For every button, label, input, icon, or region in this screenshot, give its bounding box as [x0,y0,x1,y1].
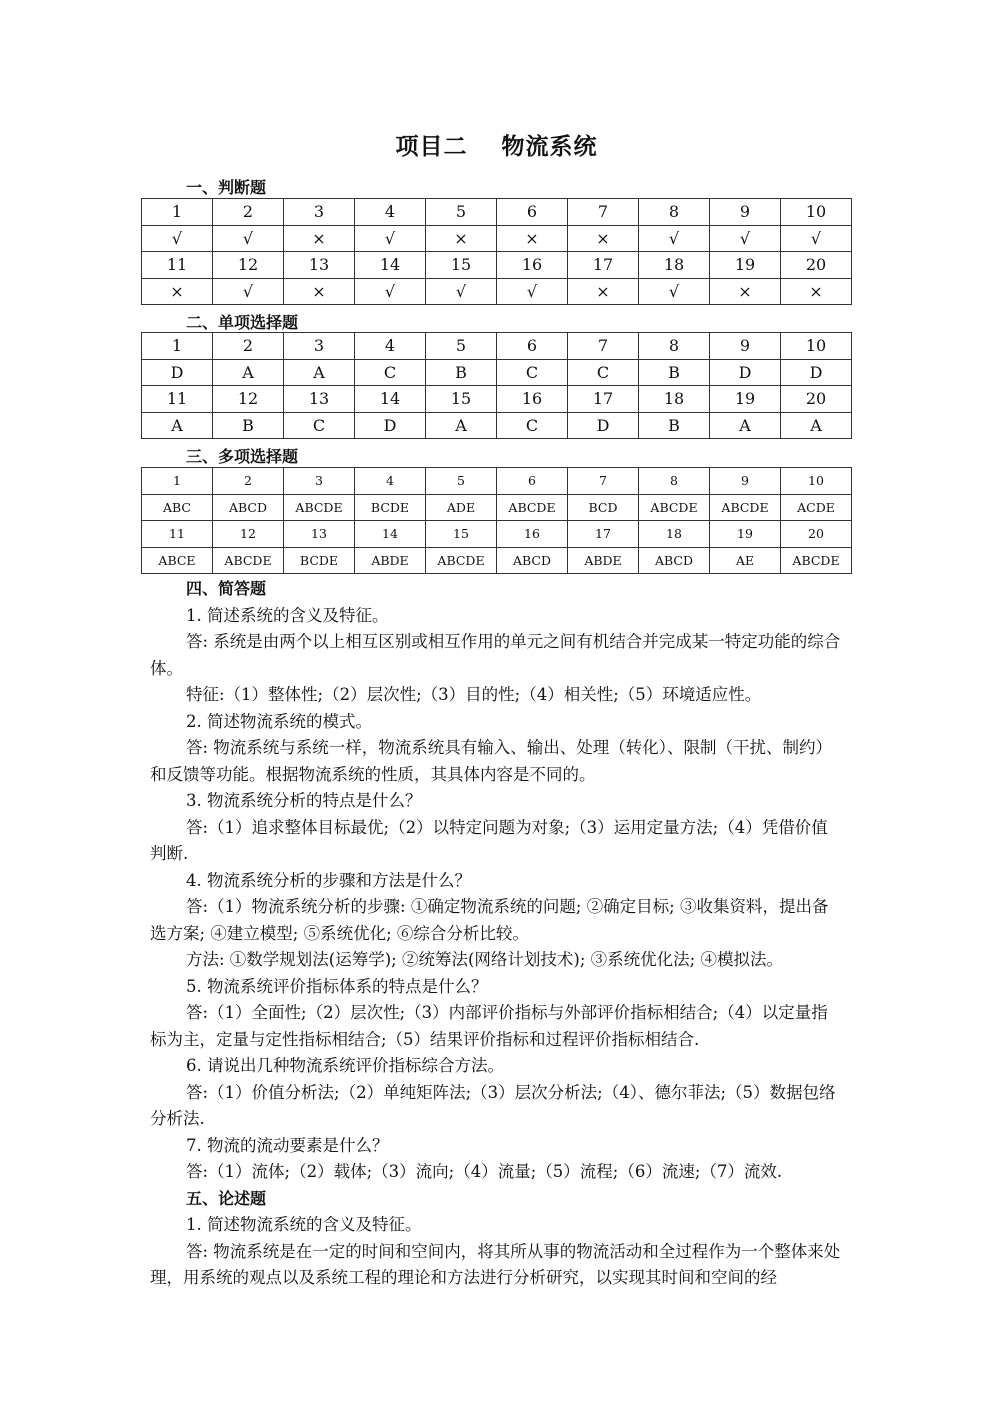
question-number-cell: 12 [213,386,284,413]
question-number-cell: 5 [426,199,497,226]
answer-cell: D [568,412,639,439]
answer-cell: × [497,225,568,252]
true-false-answer-table [141,198,852,305]
answer-cell: B [426,359,497,386]
answer-cell: √ [639,278,710,305]
section-heading-multiple-choice: 三、多项选择题 [186,447,299,466]
question-number-cell: 18 [639,386,710,413]
question-number-cell: 2 [213,333,284,360]
question-number-cell: 15 [426,386,497,413]
question-number-cell: 8 [639,468,710,495]
question-number-cell: 9 [710,333,781,360]
question-number-cell: 17 [568,252,639,279]
answer-cell: × [142,278,213,305]
answer-cell: BCD [568,494,639,521]
question-number-cell: 1 [142,333,213,360]
question-number-cell: 6 [497,468,568,495]
answer-cell: √ [710,225,781,252]
table-row [142,521,852,548]
table-row [142,225,852,252]
question-number-cell: 11 [142,252,213,279]
answer-cell: D [355,412,426,439]
answer-body [150,576,844,1292]
answer-3: 答:（1）追求整体目标最优;（2）以特定问题为对象;（3）运用定量方法;（4）凭借价值判断. [150,817,828,863]
question-number-cell: 19 [710,521,781,548]
question-number-cell: 4 [355,468,426,495]
answer-cell: ABCDE [710,494,781,521]
question-number-cell: 8 [639,333,710,360]
table-row [142,252,852,279]
question-number-cell: 20 [781,386,852,413]
answer-cell: A [710,412,781,439]
question-number-cell: 2 [213,199,284,226]
table-row [142,359,852,386]
question-number-cell: 18 [639,252,710,279]
title-topic: 物流系统 [501,134,598,160]
question-number-cell: 5 [426,333,497,360]
answer-cell: ABDE [568,547,639,574]
question-number-cell: 8 [639,199,710,226]
section-heading-true-false: 一、判断题 [186,178,267,197]
question-number-cell: 7 [568,199,639,226]
answer-1-features: 特征:（1）整体性;（2）层次性;（3）目的性;（4）相关性;（5）环境适应性。 [186,685,762,704]
question-number-cell: 16 [497,252,568,279]
question-number-cell: 11 [142,521,213,548]
answer-1: 答: 系统是由两个以上相互区别或相互作用的单元之间有机结合并完成某一特定功能的综合体。 [150,632,841,678]
answer-cell: × [284,225,355,252]
answer-cell: ABCE [142,547,213,574]
question-number-cell: 10 [781,468,852,495]
question-7: 7. 物流的流动要素是什么？ [186,1135,389,1155]
question-number-cell: 4 [355,333,426,360]
answer-cell: A [781,412,852,439]
question-number-cell: 15 [426,252,497,279]
question-number-cell: 12 [213,521,284,548]
table-row [142,468,852,495]
question-3: 3. 物流系统分析的特点是什么？ [186,791,422,810]
answer-cell: √ [355,225,426,252]
answer-cell: ABCDE [284,494,355,521]
answer-cell: A [142,412,213,439]
answer-cell: C [568,359,639,386]
question-number-cell: 10 [781,199,852,226]
answer-cell: ABCD [639,547,710,574]
answer-cell: √ [213,278,284,305]
answer-cell: ABCD [213,494,284,521]
answer-cell: ACDE [781,494,852,521]
answer-2: 答: 物流系统与系统一样，物流系统具有输入、输出、处理（转化）、限制（干扰、制约）和反馈等功能。根据物流系统的性质，其具体内容是不同的。 [150,738,833,784]
question-number-cell: 4 [355,199,426,226]
answer-cell: A [213,359,284,386]
multiple-choice-answer-table [141,467,852,574]
question-number-cell: 17 [568,386,639,413]
section-heading-short-answer: 四、简答题 [186,579,267,598]
answer-cell: B [213,412,284,439]
question-number-cell: 6 [497,199,568,226]
question-number-cell: 7 [568,468,639,495]
question-number-cell: 10 [781,333,852,360]
question-number-cell: 19 [710,252,781,279]
answer-cell: ABCDE [781,547,852,574]
question-number-cell: 2 [213,468,284,495]
question-number-cell: 3 [284,468,355,495]
answer-cell: D [142,359,213,386]
question-number-cell: 11 [142,386,213,413]
question-number-cell: 12 [213,252,284,279]
question-number-cell: 15 [426,521,497,548]
question-number-cell: 20 [781,252,852,279]
question-number-cell: 1 [142,199,213,226]
table-row [142,494,852,521]
essay-question-1: 1. 简述物流系统的含义及特征。 [186,1215,422,1234]
question-number-cell: 14 [355,386,426,413]
answer-cell: ABCDE [639,494,710,521]
question-number-cell: 19 [710,386,781,413]
answer-cell: BCDE [284,547,355,574]
question-number-cell: 14 [355,252,426,279]
question-2: 2. 简述物流系统的模式。 [186,711,372,731]
answer-cell: ABDE [355,547,426,574]
answer-4-methods: 方法: ①数学规划法(运筹学); ②统筹法(网络计划技术); ③系统优化法; ④模拟法。 [186,950,783,969]
answer-cell: A [284,359,355,386]
question-number-cell: 9 [710,199,781,226]
answer-cell: C [355,359,426,386]
answer-cell: × [284,278,355,305]
answer-cell: √ [497,278,568,305]
answer-cell: √ [142,225,213,252]
question-number-cell: 9 [710,468,781,495]
answer-cell: A [426,412,497,439]
question-number-cell: 14 [355,521,426,548]
single-choice-answer-table [141,332,852,439]
question-6: 6. 请说出几种物流系统评价指标综合方法。 [186,1056,504,1075]
table-row [142,386,852,413]
answer-cell: ADE [426,494,497,521]
question-number-cell: 1 [142,468,213,495]
question-1: 1. 简述系统的含义及特征。 [186,605,389,625]
answer-7: 答:（1）流体;（2）载体;（3）流向;（4）流量;（5）流程;（6）流速;（7）流效. [186,1162,783,1181]
answer-cell: √ [355,278,426,305]
answer-cell: × [426,225,497,252]
answer-cell: √ [213,225,284,252]
section-heading-single-choice: 二、单项选择题 [186,313,299,332]
question-number-cell: 13 [284,521,355,548]
answer-cell: ABCDE [426,547,497,574]
question-number-cell: 20 [781,521,852,548]
question-number-cell: 6 [497,333,568,360]
answer-cell: √ [639,225,710,252]
answer-cell: ABC [142,494,213,521]
question-number-cell: 17 [568,521,639,548]
answer-cell: × [710,278,781,305]
answer-cell: D [710,359,781,386]
table-row [142,333,852,360]
table-row [142,412,852,439]
question-number-cell: 5 [426,468,497,495]
answer-4-steps: 答:（1）物流系统分析的步骤: ①确定物流系统的问题; ②确定目标; ③收集资料，提出备选方案; ④建立模型; ⑤系统优化; ⑥综合分析比较。 [150,897,829,943]
question-number-cell: 7 [568,333,639,360]
question-number-cell: 3 [284,199,355,226]
answer-cell: C [497,359,568,386]
answer-cell: AE [710,547,781,574]
question-number-cell: 16 [497,386,568,413]
answer-cell: ABCDE [497,494,568,521]
answer-cell: ABCDE [213,547,284,574]
question-number-cell: 16 [497,521,568,548]
question-4: 4. 物流系统分析的步骤和方法是什么？ [186,870,471,890]
answer-cell: C [284,412,355,439]
essay-answer-1: 答: 物流系统是在一定的时间和空间内，将其所从事的物流活动和全过程作为一个整体来处理，用系统的观点以及系统工程的理论和方法进行分析研究，以实现其时间和空间的经 [150,1241,841,1287]
section-heading-essay: 五、论述题 [186,1188,267,1208]
title-project: 项目二 [395,134,468,160]
answer-cell: D [781,359,852,386]
table-row [142,199,852,226]
answer-cell: × [568,225,639,252]
answer-6: 答:（1）价值分析法;（2）单纯矩阵法;（3）层次分析法;（4）、德尔菲法;（5）数据包络分析法. [150,1082,836,1128]
answer-cell: × [568,278,639,305]
answer-cell: × [781,278,852,305]
answer-cell: B [639,359,710,386]
page-title [0,128,993,161]
question-5: 5. 物流系统评价指标体系的特点是什么？ [186,976,488,996]
answer-5: 答:（1）全面性;（2）层次性;（3）内部评价指标与外部评价指标相结合;（4）以定量指标为主，定量与定性指标相结合;（5）结果评价指标和过程评价指标相结合. [150,1003,828,1049]
table-row [142,278,852,305]
question-number-cell: 13 [284,252,355,279]
answer-cell: √ [781,225,852,252]
question-number-cell: 18 [639,521,710,548]
answer-cell: B [639,412,710,439]
answer-cell: C [497,412,568,439]
answer-cell: √ [426,278,497,305]
answer-cell: ABCD [497,547,568,574]
answer-cell: BCDE [355,494,426,521]
table-row [142,547,852,574]
question-number-cell: 13 [284,386,355,413]
question-number-cell: 3 [284,333,355,360]
